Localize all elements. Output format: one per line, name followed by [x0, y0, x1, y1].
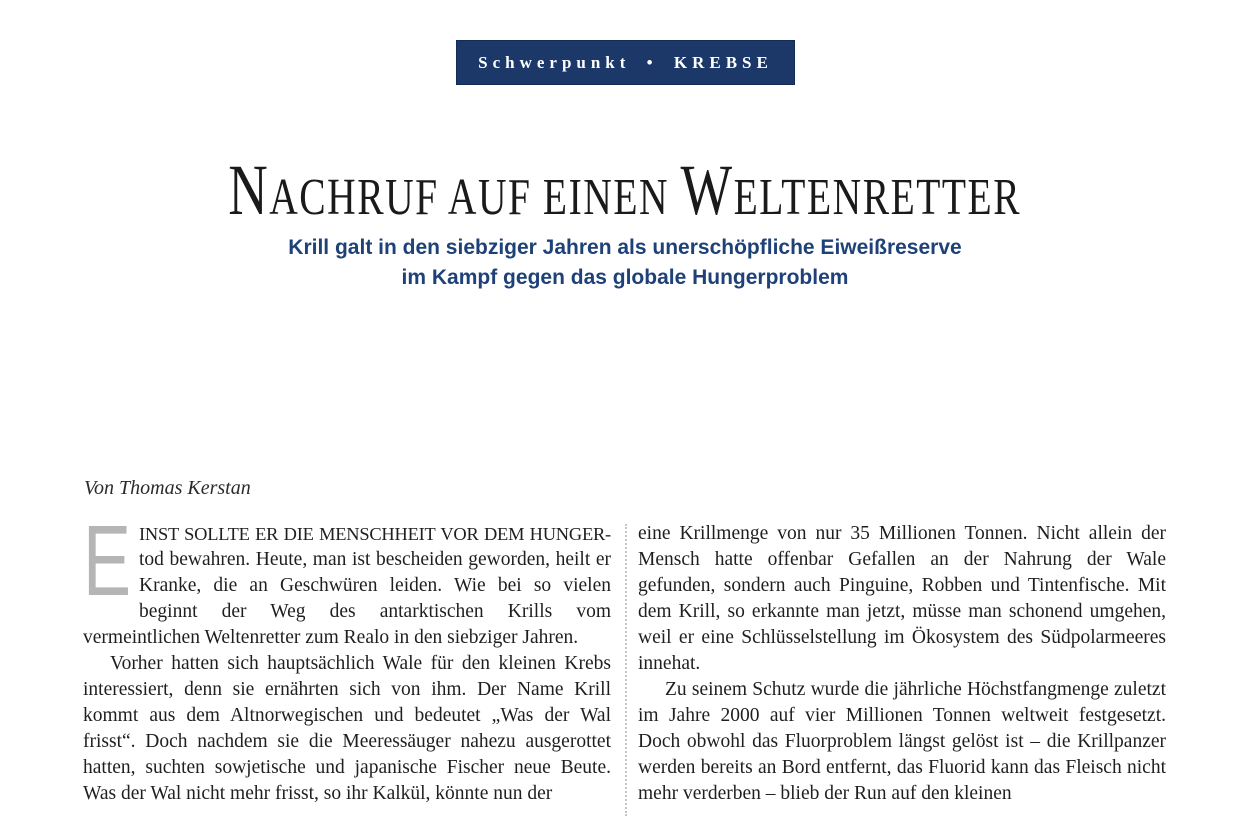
title-caps-2: ELTENRETTER [733, 169, 1022, 226]
paragraph-left-1 [83, 521, 611, 651]
column-right [638, 521, 1166, 833]
title-initial-1: N [228, 150, 270, 230]
article-title [0, 150, 1250, 230]
section-banner [456, 40, 795, 85]
article-subtitle [0, 233, 1250, 293]
subtitle-line-2: im Kampf gegen das globale Hungerproblem [401, 266, 849, 289]
column-left [83, 521, 611, 833]
paragraph-right-2: Zu seinem Schutz wurde die jährliche Höchstfangmenge zuletzt im Jahre 2000 auf vier Millionen Tonnen weltweit festgesetzt. Doch obwohl das Fluorproblem längst gelöst ist – die Krillpanzer werden bereits an Bord entfernt, das Fluorid kann das Fleisch nicht mehr verderben – blieb der Run auf den kleinen [638, 679, 1166, 804]
article-title-text [228, 150, 1022, 230]
title-caps-1: ACHRUF AUF EINEN [269, 169, 681, 226]
paragraph-left-2: Vorher hatten sich hauptsächlich Wale für den kleinen Krebs interessiert, denn sie ernährten sich von ihm. Der Name Krill kommt aus dem Altnorwegischen und bedeutet „Was der Wal frisst“. Doch nachdem sie die Meeressäuger nahezu ausgerottet hatten, suchten sowjetische und japanische Fischer neue Beute. Was der Wal nicht mehr frisst, so ihr Kalkül, könnte nun der [83, 653, 611, 804]
paragraph-left-1-text: tod bewahren. Heute, man ist bescheiden geworden, heilt er Kranke, die an Geschwüren leiden. Wie bei so vielen beginnt der Weg des antarktischen Krills vom vermeintlichen Weltenretter zum Realo in den siebziger Jahren. [83, 549, 611, 648]
byline: Von Thomas Kerstan [84, 477, 251, 499]
paragraph-right-1: eine Krillmenge von nur 35 Millionen Tonnen. Nicht allein der Mensch hatte offenbar Gefallen an der Nahrung der Wale gefunden, sondern auch Pinguine, Robben und Tintenfische. Mit dem Krill, so erkannte man jetzt, müsse man schonend umgehen, weil er eine Schlüsselstellung im Ökosystem des Südpolarmeeres innehat. [638, 523, 1166, 674]
article-body [83, 521, 1166, 833]
drop-cap: E [83, 521, 132, 617]
title-initial-2: W [680, 150, 734, 230]
lead-in-caps: INST SOLLTE ER DIE MENSCHHEIT VOR DEM HUNGER- [139, 524, 611, 544]
subtitle-line-1: Krill galt in den siebziger Jahren als unerschöpfliche Eiweißreserve [288, 236, 962, 259]
section-banner-label: Schwerpunkt • KREBSE [478, 52, 773, 72]
